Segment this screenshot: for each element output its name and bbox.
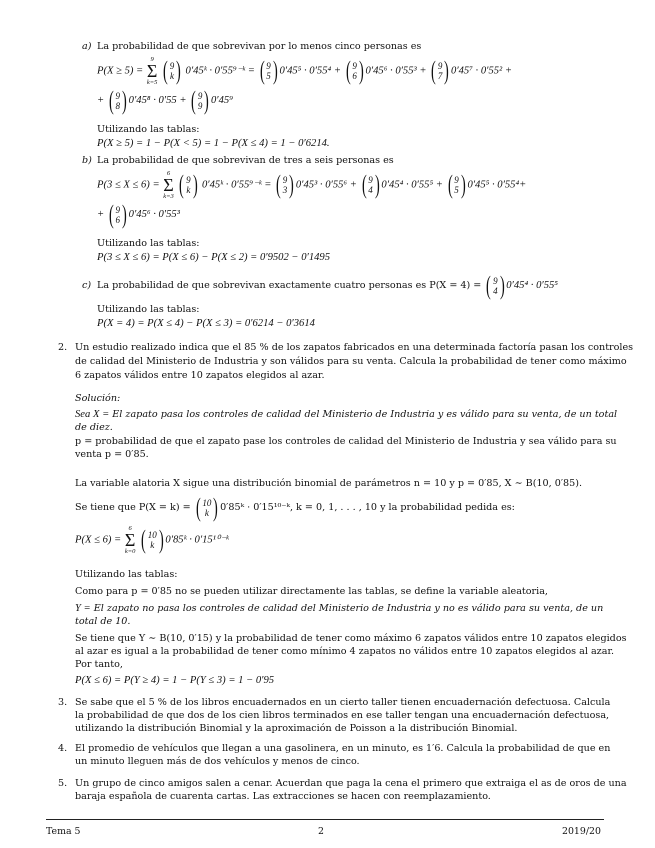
problem-2-statement-line: 6 zapatos válidos entre 10 zapatos elegidos al azar. (75, 370, 325, 381)
binomial-coefficient: ( 9 5 ) (447, 170, 466, 199)
part-a-text: La probabilidad de que sobrevivan por lo menos cinco personas es (97, 41, 422, 52)
problem-3-statement-line: utilizando la distribución Binomial y la aproximación de Poisson a la distribución Binomial. (75, 723, 518, 734)
pmf-line: Se tiene que P(X = k) = ( 10 k ) 0′85ᵏ · 0′15¹⁰⁻ᵏ, k = 0, 1, . . . , 10 y la probabilidad pedida es: (75, 492, 515, 522)
tables-label: Utilizando las tablas: (75, 569, 178, 580)
binomial-coefficient: ( 9 9 ) (191, 85, 210, 115)
definition-y: Y = El zapato no pasa los controles de calidad del Ministerio de Industria y no es válido para su venta, de un (75, 603, 604, 614)
binomial-coefficient: ( 9 3 ) (275, 170, 294, 199)
binomial-coefficient: ( 10 k ) (195, 492, 219, 522)
problem-3-statement-line: Se sabe que el 5 % de los libros encuadernados en un cierto taller tienen encuadernación defectuosa. Calcula (75, 697, 611, 708)
part-a-label: a) (82, 41, 92, 52)
definition-p-cont: venta p = 0′85. (75, 449, 149, 460)
footer-rule (46, 819, 604, 820)
summation-symbol: 6 Σ k=0 (124, 525, 136, 555)
part-b-equation-1: P(3 ≤ X ≤ 6) = 6 Σ k=3 ( 9 k ) 0′45ᵏ · 0′55⁹⁻ᵏ = ( 9 3 ) 0′45³ · 0′55⁶ + ( 9 4 ) 0′45⁴ · 0′55⁵ + ( 9 5 ) 0′45⁵ · 0′55⁴+ (97, 170, 527, 200)
como-line: Como para p = 0′85 no se pueden utilizar directamente las tablas, se define la variable aleatoria, (75, 586, 548, 597)
footer-left: Tema 5 (46, 826, 81, 837)
summation-symbol: 6 Σ k=3 (163, 170, 174, 200)
binomial-coefficient: ( 9 5 ) (259, 56, 278, 85)
footer-right: 2019/20 (562, 826, 601, 837)
problem-4-number: 4. (58, 743, 68, 754)
problem-2-statement-line: Un estudio realizado indica que el 85 % de los zapatos fabricados en una determinada factoría pasan los controles (75, 342, 634, 353)
final-equation: P(X ≤ 6) = P(Y ≥ 4) = 1 − P(Y ≤ 3) = 1 − 0′95 (75, 675, 275, 686)
variable-distribution-line: La variable alatoria X sigue una distribución binomial de parámetros n = 10 y p = 0′85, X ∼ B(10, 0′85). (75, 478, 583, 489)
problem-2-statement-line: de calidad del Ministerio de Industria y son válidos para su venta. Calcula la probabilidad de tener como máximo (75, 356, 627, 367)
binomial-coefficient: ( 9 6 ) (108, 199, 127, 229)
definition-x-cont: de diez. (75, 422, 113, 433)
conclusion-line: al azar es igual a la probabilidad de tener como mínimo 4 zapatos no válidos entre 10 zapatos elegidos al azar. (75, 646, 615, 657)
conclusion-line: Se tiene que Y ∼ B(10, 0′15) y la probabilidad de tener como máximo 6 zapatos válidos entre 10 zapatos elegidos (75, 633, 627, 644)
part-c-text: La probabilidad de que sobrevivan exactamente cuatro personas es P(X = 4) = ( 9 4 ) 0′45⁴ · 0′55⁵ (97, 270, 558, 300)
problem-5-number: 5. (58, 778, 68, 789)
problem-4-statement-line: El promedio de vehículos que llegan a una gasolinera, en un minuto, es 1′6. Calcula la probabilidad de que en (75, 743, 611, 754)
binomial-coefficient: ( 10 k ) (140, 525, 164, 554)
part-b-tables-equation: P(3 ≤ X ≤ 6) = P(X ≤ 6) − P(X ≤ 2) = 0′9502 − 0′1495 (97, 252, 331, 263)
binomial-coefficient: ( 9 k ) (179, 170, 198, 199)
problem-4-statement-line: un minuto lleguen más de dos vehículos y menos de cinco. (75, 756, 360, 767)
part-b-label: b) (82, 155, 92, 166)
binomial-coefficient: ( 9 6 ) (345, 56, 364, 85)
part-c-tables-label: Utilizando las tablas: (97, 304, 200, 315)
problem-3-number: 3. (58, 697, 68, 708)
sum-equation: P(X ≤ 6) = 6 Σ k=0 ( 10 k ) 0′85ᵏ · 0′15¹⁰⁻ᵏ (75, 525, 229, 555)
binomial-coefficient: ( 9 4 ) (486, 270, 505, 300)
problem-3-statement-line: la probabilidad de que dos de los cien libros terminados en ese taller tengan una encuadernación defectuosa, (75, 710, 610, 721)
part-a-equation-2: + ( 9 8 ) 0′45⁸ · 0′55 + ( 9 9 ) 0′45⁹ (97, 85, 233, 115)
problem-5-statement-line: Un grupo de cinco amigos salen a cenar. Acuerdan que paga la cena el primero que extraiga el as de oros de una (75, 778, 627, 789)
part-a-equation-1: P(X ≥ 5) = 9 Σ k=5 ( 9 k ) 0′45ᵏ · 0′55⁹⁻ᵏ = ( 9 5 ) 0′45⁵ · 0′55⁴ + ( 9 6 ) 0′45⁶ · 0′55³ + ( 9 7 ) 0′45⁷ · 0′55² + (97, 56, 513, 86)
definition-p: p = probabilidad de que el zapato pase los controles de calidad del Ministerio de Industria y sea válido para su (75, 436, 617, 447)
page-number: 2 (318, 826, 324, 837)
conclusion-line: Por tanto, (75, 659, 123, 670)
definition-y-cont: total de 10. (75, 616, 131, 627)
binomial-coefficient: ( 9 4 ) (361, 170, 380, 199)
part-a-tables-equation: P(X ≥ 5) = 1 − P(X < 5) = 1 − P(X ≤ 4) = 1 − 0′6214. (97, 138, 330, 149)
binomial-coefficient: ( 9 k ) (162, 56, 181, 85)
solution-label: Solución: (75, 393, 121, 404)
problem-2-number: 2. (58, 342, 68, 353)
part-c-tables-equation: P(X = 4) = P(X ≤ 4) − P(X ≤ 3) = 0′6214 − 0′3614 (97, 318, 315, 329)
definition-x: Sea X = El zapato pasa los controles de calidad del Ministerio de Industria y es válido para su venta, de un total (75, 409, 618, 420)
part-a-tables-label: Utilizando las tablas: (97, 124, 200, 135)
part-b-text: La probabilidad de que sobrevivan de tres a seis personas es (97, 155, 394, 166)
part-b-tables-label: Utilizando las tablas: (97, 238, 200, 249)
part-c-label: c) (82, 280, 92, 291)
binomial-coefficient: ( 9 8 ) (108, 85, 127, 115)
summation-symbol: 9 Σ k=5 (146, 56, 158, 86)
part-b-equation-2: + ( 9 6 ) 0′45⁶ · 0′55³ (97, 199, 180, 229)
binomial-coefficient: ( 9 7 ) (431, 56, 450, 85)
problem-5-statement-line: baraja española de cuarenta cartas. Las extracciones se hacen con reemplazamiento. (75, 791, 491, 802)
